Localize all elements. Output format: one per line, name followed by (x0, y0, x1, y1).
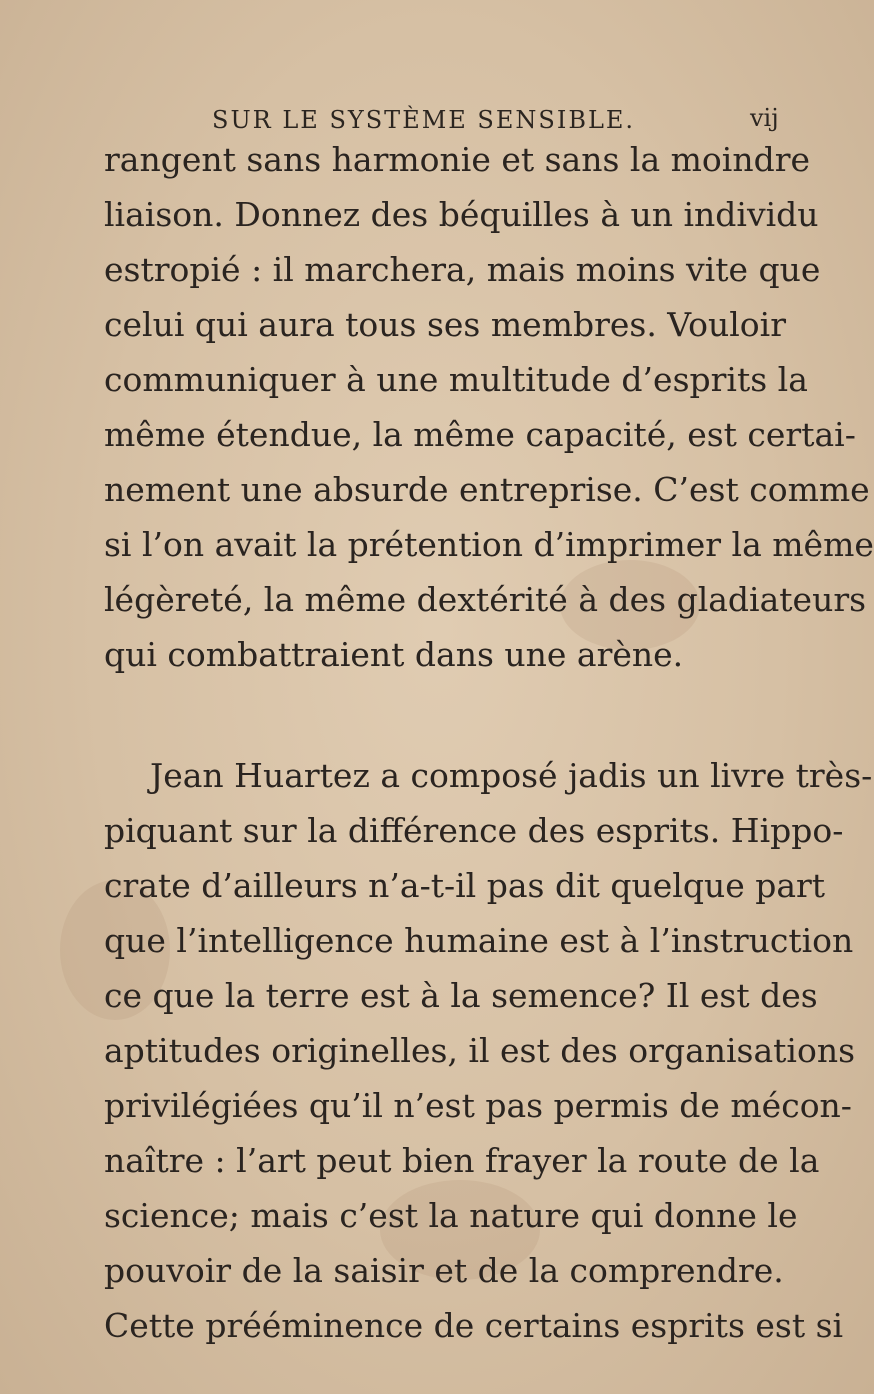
text-line: estropié : il marchera, mais moins vite que (104, 250, 821, 289)
text-line: pouvoir de la saisir et de la comprendre. (104, 1251, 784, 1290)
text-line: ce que la terre est à la semence? Il est des (104, 976, 818, 1015)
text-line: que l’intelligence humaine est à l’instruction (104, 921, 854, 960)
text-line: privilégiées qu’il n’est pas permis de mécon- (104, 1086, 852, 1125)
text-line: celui qui aura tous ses membres. Vouloir (104, 305, 786, 344)
text-line: liaison. Donnez des béquilles à un individu (104, 195, 819, 234)
text-line: science; mais c’est la nature qui donne le (104, 1196, 798, 1235)
text-line: aptitudes originelles, il est des organisations (104, 1031, 856, 1070)
text-line: même étendue, la même capacité, est certai- (104, 415, 856, 454)
text-line: naître : l’art peut bien frayer la route de la (104, 1141, 820, 1180)
text-line: rangent sans harmonie et sans la moindre (104, 140, 811, 179)
text-line: qui combattraient dans une arène. (104, 635, 684, 674)
text-line: crate d’ailleurs n’a-t-il pas dit quelque part (104, 866, 826, 905)
text-line: piquant sur la différence des esprits. Hippo- (104, 811, 844, 850)
text-line: communiquer à une multitude d’esprits la (104, 360, 808, 399)
page-number: vij (750, 104, 779, 132)
text-line: Jean Huartez a composé jadis un livre très- (150, 756, 873, 795)
text-line: Cette prééminence de certains esprits est si (104, 1306, 844, 1345)
text-line: nement une absurde entreprise. C’est comme (104, 470, 870, 509)
text-line: légèreté, la même dextérité à des gladiateurs (104, 580, 867, 619)
running-title: SUR LE SYSTÈME SENSIBLE. (212, 106, 636, 134)
text-line: si l’on avait la prétention d’imprimer la même (104, 525, 874, 564)
